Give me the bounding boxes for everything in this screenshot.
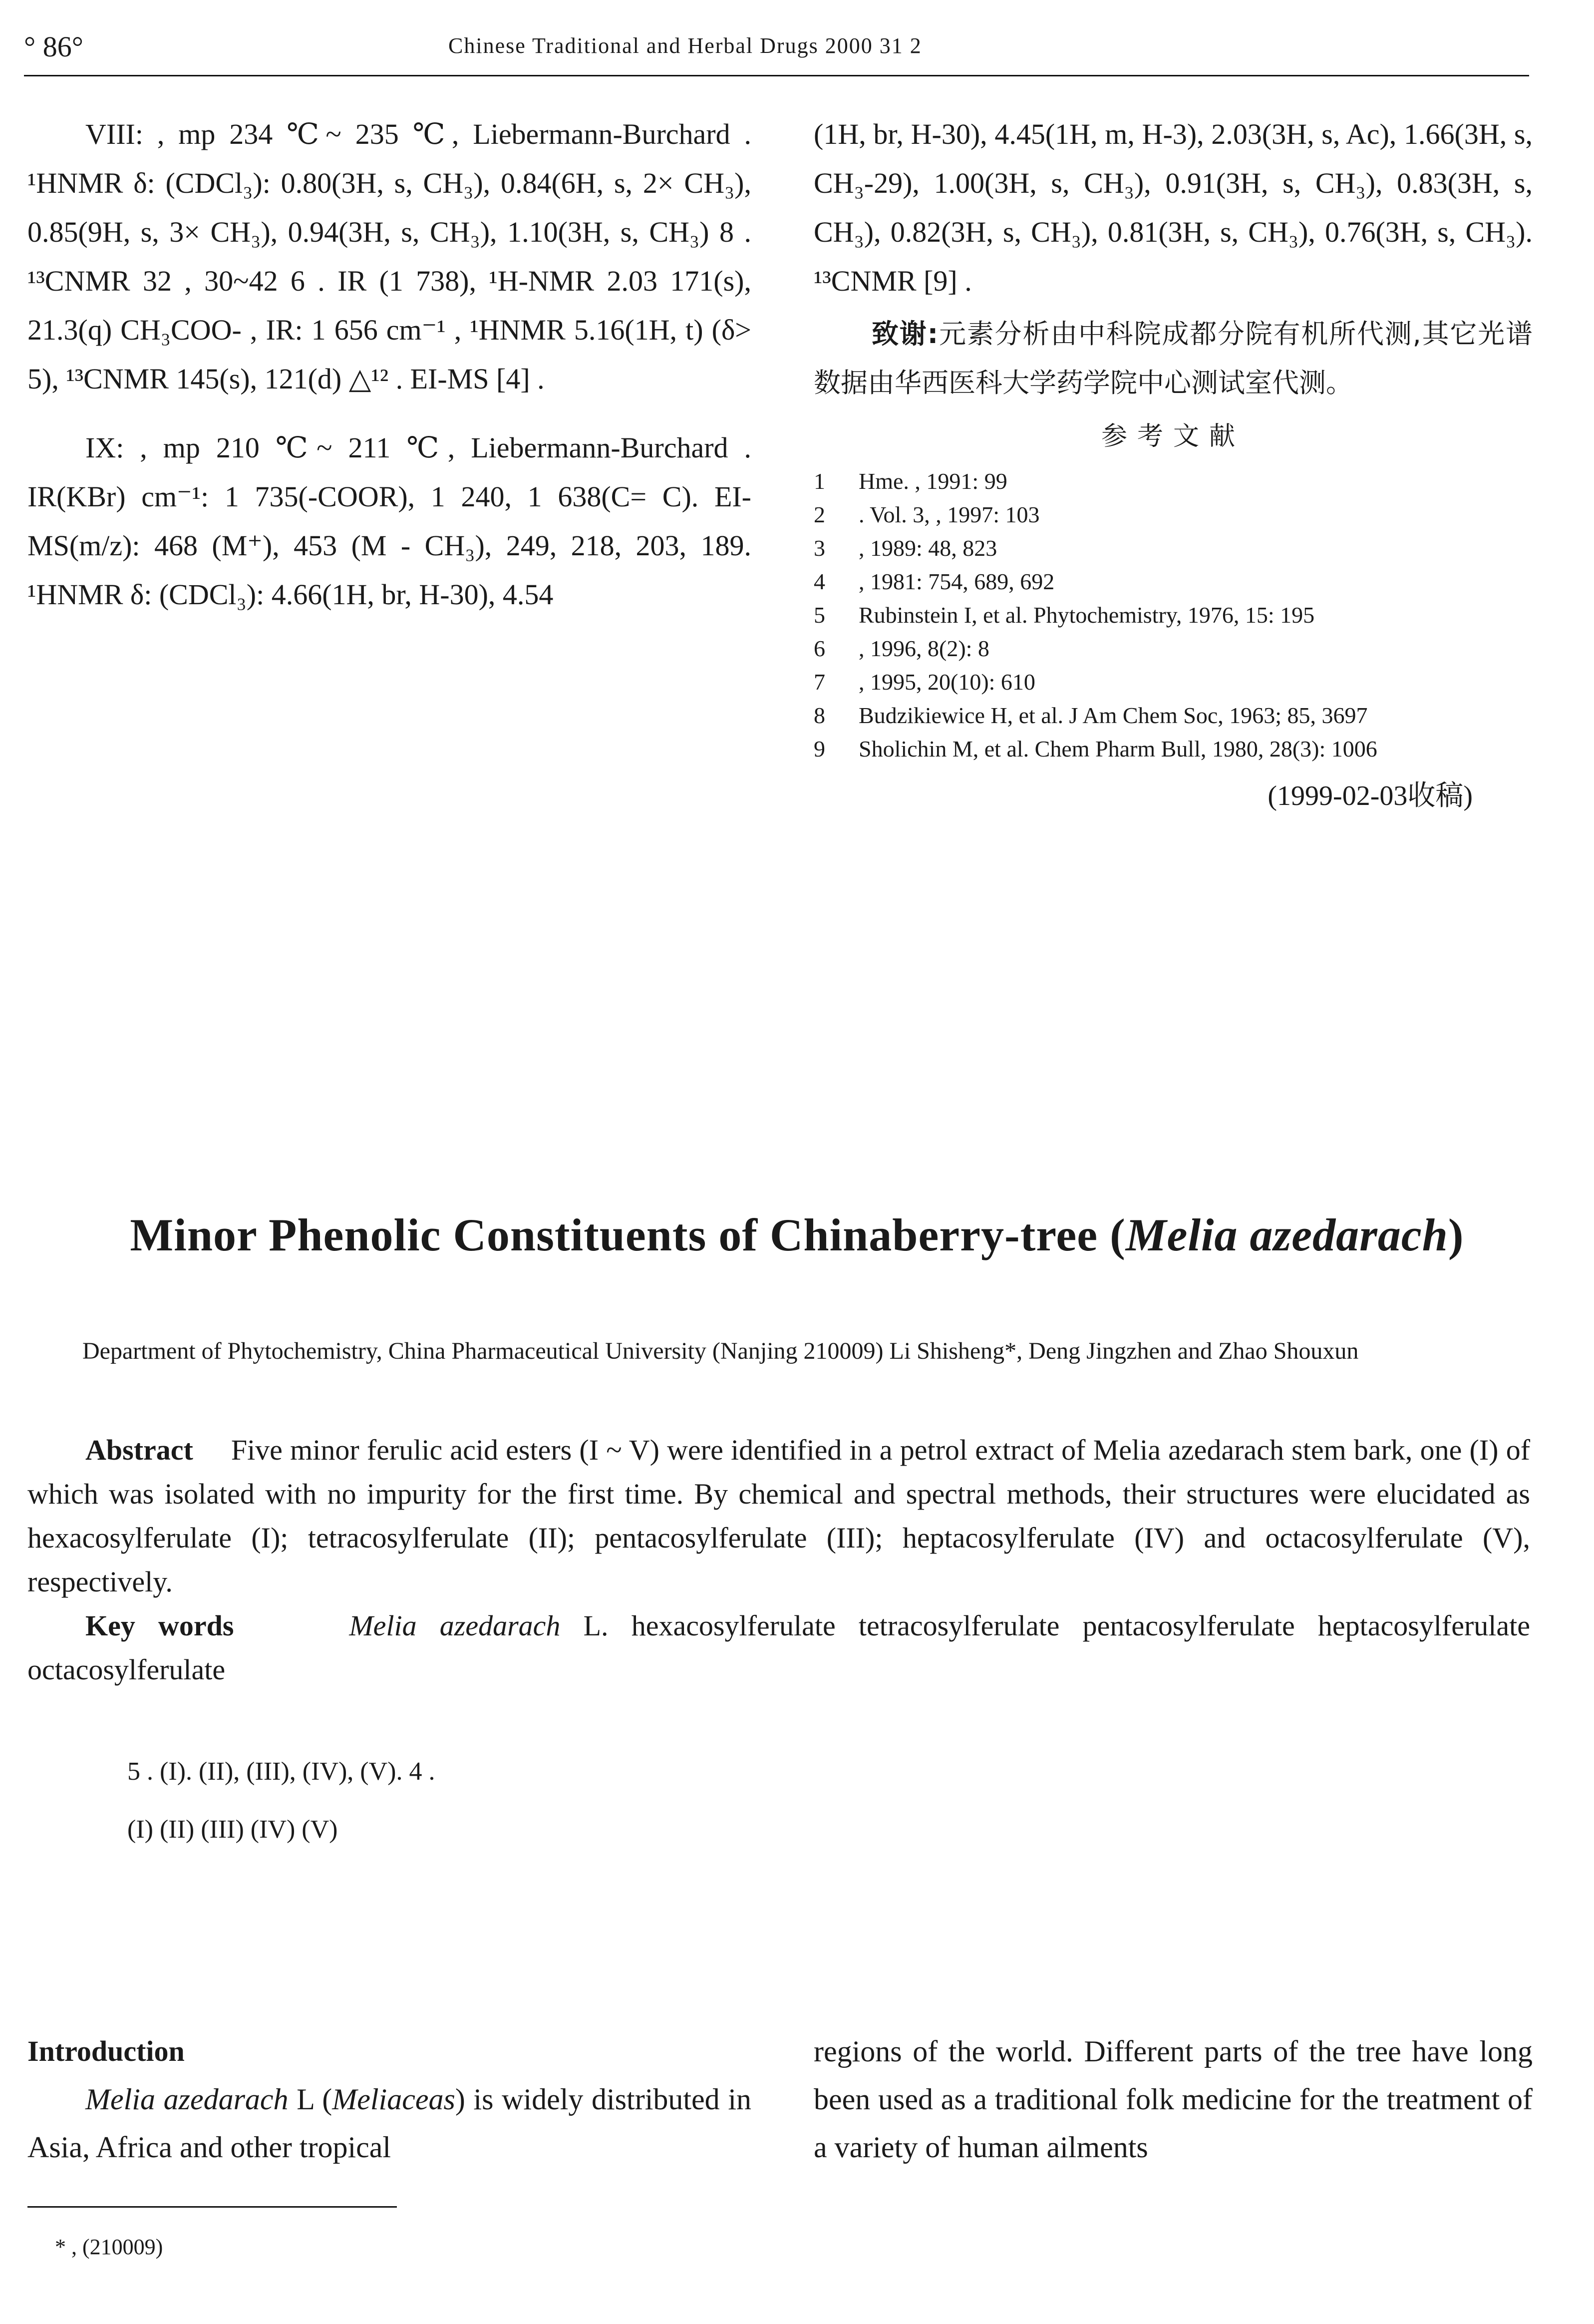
reference-text: , 1981: 754, 689, 692 [859, 569, 1055, 594]
footnote-rule [27, 2206, 397, 2208]
acknowledgement [814, 310, 1533, 407]
reference-number: 5 [814, 602, 825, 628]
introduction-continuation: regions of the world. Different parts of the tree have long been used as a traditional folk medicine for the treatment of a variety of human ailments [814, 2035, 1533, 2164]
reference-text: . Vol. 3, , 1997: 103 [859, 502, 1040, 527]
abstract-text: Five minor ferulic acid esters (I ~ V) were identified in a petrol extract of Melia azedarach stem bark, one (I) of which was isolated with no impurity for the first time. By chemical and spectral methods, their structures were elucidated as hexacosylferulate (I); tetracosylferulate (II); pentacosylferulate (III); heptacosylferulate (IV) and octacosylferulate (V), respectively. [27, 1434, 1531, 1598]
acknowledgement-label: 致谢: [872, 318, 939, 350]
reference-text: , 1995, 20(10): 610 [859, 669, 1035, 695]
abstract-label: Abstract [85, 1434, 193, 1466]
reference-text: , 1989: 48, 823 [859, 535, 997, 561]
received-date: (1999-02-03收稿) [1268, 780, 1473, 811]
header-rule [24, 75, 1529, 76]
reference-number: 2 [814, 502, 825, 527]
spectral-continuation: (1H, br, H-30), 4.45(1H, m, H-3), 2.03(3H, s, Ac), 1.66(3H, s, CH₃-29), 1.00(3H, s, CH₃), 0.91(3H, s, CH₃), 0.83(3H, s, CH₃), 0.82(3H, s, CH₃), 0.81(3H, s, CH₃), 0.76(3H, s, CH₃). ¹³CNMR [9] . [814, 118, 1533, 297]
reference-number: 8 [814, 703, 825, 728]
references-title: 参考文献 [1101, 422, 1245, 451]
chinese-keywords: (I) (II) (III) (IV) (V) [127, 1815, 338, 1844]
introduction-right [814, 2027, 1533, 2171]
reference-number: 6 [814, 636, 825, 661]
reference-number: 3 [814, 535, 825, 561]
affiliation: Department of Phytochemistry, China Pharmaceutical University (Nanjing 210009) Li Shisheng*, Deng Jingzhen and Zhao Shouxun [82, 1338, 1359, 1364]
left-column [27, 110, 751, 619]
reference-list [814, 464, 1533, 766]
chinese-abstract [27, 1748, 1530, 1854]
reference-text: Budzikiewice H, et al. J Am Chem Soc, 1963; 85, 3697 [859, 703, 1368, 728]
intro-text-end: ) is widely distributed in Asia, Africa and other tropical [27, 2083, 751, 2164]
introduction-left [27, 2027, 751, 2171]
reference-number: 9 [814, 736, 825, 762]
title-species: Melia azedarach [1125, 1209, 1448, 1260]
reference-item [814, 699, 1533, 732]
running-header [24, 30, 1529, 70]
reference-text: , 1996, 8(2): 8 [859, 636, 989, 661]
right-column [814, 110, 1533, 820]
abstract-paragraph [27, 1428, 1530, 1604]
journal-citation: Chinese Traditional and Herbal Drugs 2000 31 2 [448, 33, 922, 58]
keywords-species: Melia azedarach [349, 1609, 561, 1642]
page-number: ° 86° [24, 30, 83, 63]
footnote: * , (210009) [55, 2235, 163, 2259]
reference-text: Rubinstein I, et al. Phytochemistry, 1976, 15: 195 [859, 602, 1315, 628]
abstract-block [27, 1428, 1530, 1692]
reference-text: Sholichin M, et al. Chem Pharm Bull, 1980, 28(3): 1006 [859, 736, 1377, 762]
intro-text: L ( [288, 2083, 332, 2116]
keywords-text: L. hexacosylferulate tetracosylferulate pentacosylferulate heptacosylferulate octacosylferulate [27, 1609, 1530, 1686]
reference-number: 4 [814, 569, 825, 594]
reference-item [814, 598, 1533, 632]
compound-ix-paragraph: IX: , mp 210 ℃~ 211 ℃, Liebermann-Burchard . IR(KBr) cm⁻¹: 1 735(-COOR), 1 240, 1 638(C= C). EI-MS(m/z): 468 (M⁺), 453 (M - CH₃), 249, 218, 203, 189. ¹HNMR δ: (CDCl₃): 4.66(1H, br, H-30), 4.54 [27, 431, 751, 611]
intro-species: Melia azedarach [85, 2083, 289, 2116]
reference-text: Hme. , 1991: 99 [859, 468, 1007, 494]
reference-item [814, 665, 1533, 699]
reference-item [814, 498, 1533, 531]
chinese-abstract-text: 5 . (I). (II), (III), (IV), (V). 4 . [127, 1757, 435, 1786]
reference-item [814, 464, 1533, 498]
introduction-heading: Introduction [27, 2035, 185, 2067]
introduction-paragraph [27, 2075, 751, 2171]
keywords-label: Key words [85, 1609, 234, 1642]
reference-number: 7 [814, 669, 825, 695]
reference-item [814, 565, 1533, 598]
compound-viii-paragraph: VIII: , mp 234 ℃~ 235 ℃, Liebermann-Burchard . ¹HNMR δ: (CDCl₃): 0.80(3H, s, CH₃), 0.84(6H, s, 2× CH₃), 0.85(9H, s, 3× CH₃), 0.94(3H, s, CH₃), 1.10(3H, s, CH₃) 8 . ¹³CNMR 32 , 30~42 6 . IR (1 738), ¹H-NMR 2.03 171(s), 21.3(q) CH₃COO- , IR: 1 656 cm⁻¹ , ¹HNMR 5.16(1H, t) (δ> 5), ¹³CNMR 145(s), 121(d) △¹² . EI-MS [4] . [27, 118, 751, 395]
article-title [0, 1208, 1594, 1261]
keywords-paragraph [27, 1604, 1530, 1692]
intro-family: Meliaceas [332, 2083, 455, 2116]
reference-item [814, 732, 1533, 766]
title-close: ) [1448, 1209, 1464, 1260]
acknowledgement-text: 元素分析由中科院成都分院有机所代测,其它光谱数据由华西医科大学药学院中心测试室代测。 [814, 318, 1533, 398]
reference-item [814, 632, 1533, 665]
reference-item [814, 531, 1533, 565]
title-text: Minor Phenolic Constituents of Chinaberry-tree ( [130, 1209, 1126, 1260]
reference-number: 1 [814, 468, 825, 494]
